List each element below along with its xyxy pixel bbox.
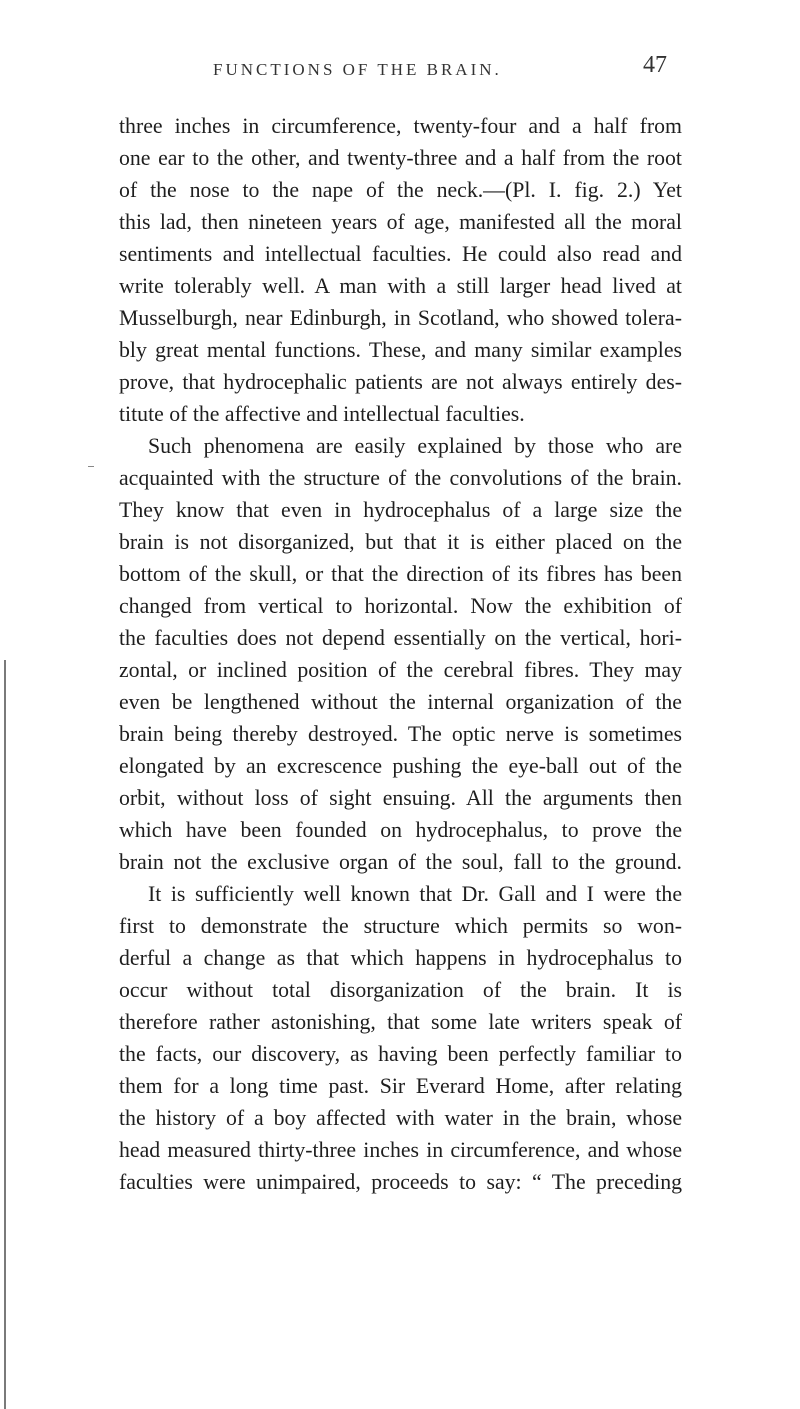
text-line: derful a change as that which happens in hydrocephalus to <box>119 946 682 970</box>
page-number: 47 <box>643 52 667 78</box>
text-line: elongated by an excrescence pushing the eye-ball out of the <box>119 754 682 778</box>
text-line: orbit, without loss of sight ensuing. All the arguments then <box>119 786 682 810</box>
text-line: them for a long time past. Sir Everard Home, after relating <box>119 1074 682 1098</box>
text-line: It is sufficiently well known that Dr. Gall and I were the <box>148 882 682 906</box>
text-line: brain is not disorganized, but that it is either placed on the <box>119 530 682 554</box>
text-line: the facts, our discovery, as having been perfectly familiar to <box>119 1042 682 1066</box>
text-line: this lad, then nineteen years of age, manifested all the moral <box>119 210 682 234</box>
page-header <box>0 44 800 84</box>
text-line: one ear to the other, and twenty-three and a half from the root <box>119 146 682 170</box>
text-line: brain not the exclusive organ of the soul, fall to the ground. <box>119 850 682 874</box>
text-line: titute of the affective and intellectual faculties. <box>119 402 525 426</box>
text-line: first to demonstrate the structure which permits so won- <box>119 914 682 938</box>
text-line: sentiments and intellectual faculties. He could also read and <box>119 242 682 266</box>
running-head: FUNCTIONS OF THE BRAIN. <box>213 60 502 79</box>
text-line: of the nose to the nape of the neck.—(Pl. I. fig. 2.) Yet <box>119 178 682 202</box>
text-line: bly great mental functions. These, and many similar examples <box>119 338 682 362</box>
text-line: faculties were unimpaired, proceeds to say: “ The preceding <box>119 1170 682 1194</box>
text-line: Such phenomena are easily explained by those who are <box>148 434 682 458</box>
text-line: Musselburgh, near Edinburgh, in Scotland, who showed tolera- <box>119 306 682 330</box>
text-line: occur without total disorganization of the brain. It is <box>119 978 682 1002</box>
text-line: They know that even in hydrocephalus of a large size the <box>119 498 682 522</box>
text-line: the faculties does not depend essentially on the vertical, hori- <box>119 626 682 650</box>
text-line: brain being thereby destroyed. The optic nerve is sometimes <box>119 722 682 746</box>
text-line: prove, that hydrocephalic patients are not always entirely des- <box>119 370 682 394</box>
text-line: zontal, or inclined position of the cerebral fibres. They may <box>119 658 682 682</box>
text-line: the history of a boy affected with water in the brain, whose <box>119 1106 682 1130</box>
text-line: even be lengthened without the internal organization of the <box>119 690 682 714</box>
text-line: head measured thirty-three inches in circumference, and whose <box>119 1138 682 1162</box>
text-line: bottom of the skull, or that the direction of its fibres has been <box>119 562 682 586</box>
text-line: acquainted with the structure of the convolutions of the brain. <box>119 466 682 490</box>
text-line: three inches in circumference, twenty-four and a half from <box>119 114 682 138</box>
margin-mark <box>88 466 94 467</box>
text-line: which have been founded on hydrocephalus, to prove the <box>119 818 682 842</box>
text-line: therefore rather astonishing, that some late writers speak of <box>119 1010 682 1034</box>
page-edge-shadow <box>4 660 6 1409</box>
text-line: changed from vertical to horizontal. Now the exhibition of <box>119 594 682 618</box>
text-line: write tolerably well. A man with a still larger head lived at <box>119 274 682 298</box>
